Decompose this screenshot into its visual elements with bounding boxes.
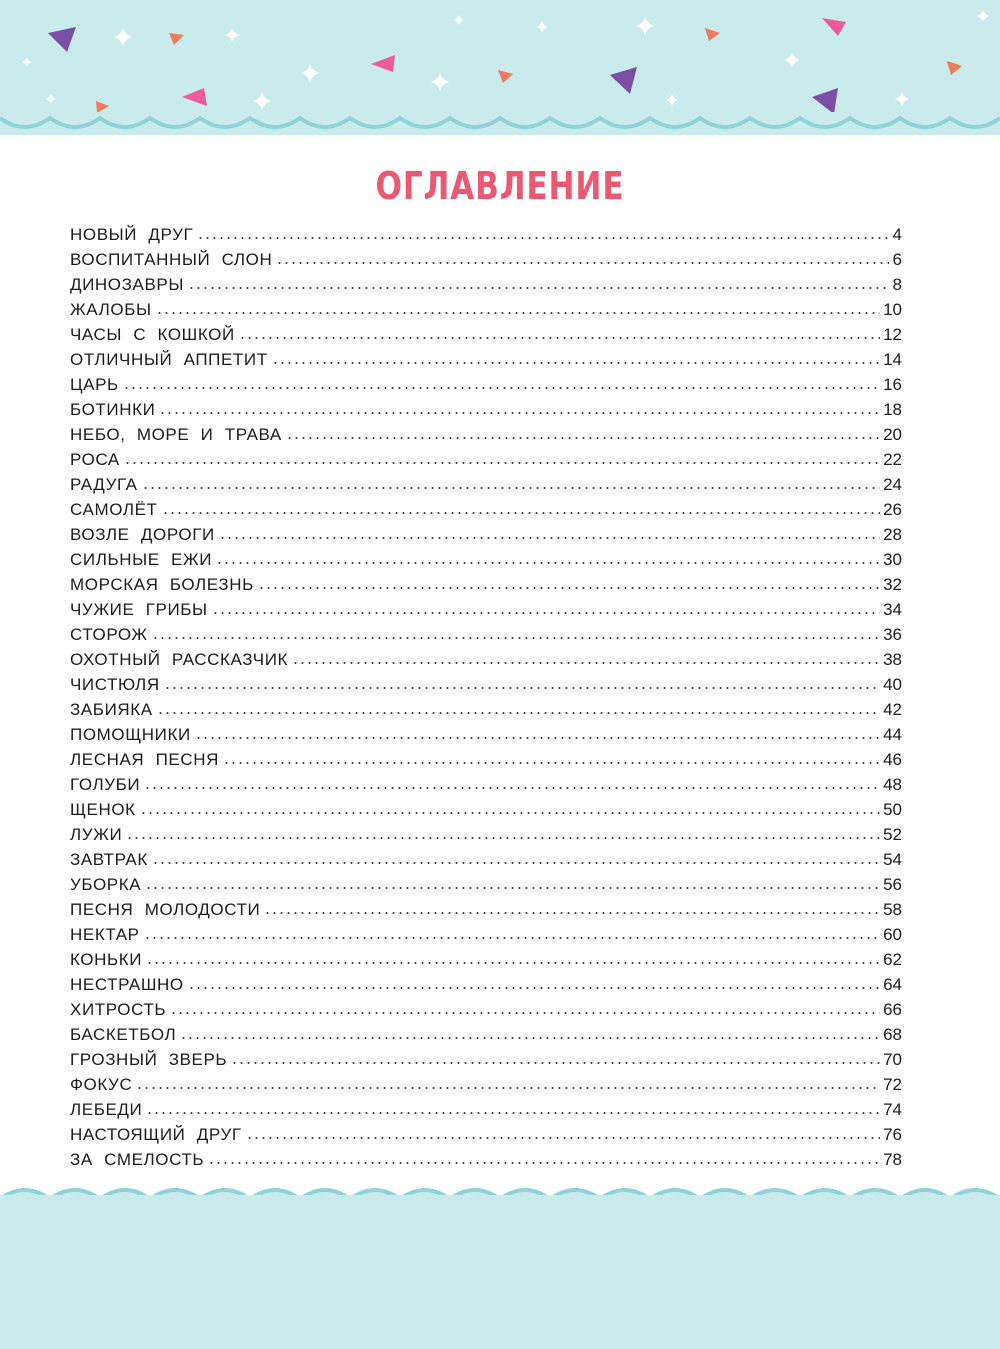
toc-entry-page: 16 [883,375,902,394]
dot-leader [231,1062,880,1064]
toc-entry-title: МОРСКАЯ БОЛЕЗНЬ [70,575,254,594]
toc-entry-title: ПОМОЩНИКИ [70,725,191,744]
toc-entry-title: ЗА СМЕЛОСТЬ [70,1150,205,1169]
dot-leader [157,712,880,714]
dot-leader [162,512,881,514]
page-title: ОГЛАВЛЕНИЕ [375,164,625,208]
toc-entry-page: 68 [883,1025,902,1044]
toc-entry-page: 52 [883,825,902,844]
toc-entry-title: ДИНОЗАВРЫ [70,275,184,294]
toc-entry-title: СТОРОЖ [70,625,148,644]
toc-entry-title: ЖАЛОБЫ [70,300,152,319]
toc-entry[interactable] [70,897,902,922]
toc-entry[interactable] [70,772,902,797]
sparkle-star [636,17,654,35]
toc-entry[interactable] [70,872,902,897]
toc-entry[interactable] [70,1047,902,1072]
toc-entry-title: ОХОТНЫЙ РАССКАЗЧИК [70,650,289,669]
toc-entry-page: 30 [883,550,902,569]
dot-leader [152,862,880,864]
toc-entry[interactable] [70,397,902,422]
toc-entry-title: САМОЛЁТ [70,500,158,519]
toc-entry-title: ЩЕНОК [70,800,136,819]
sparkle-star [22,57,32,67]
purple-triangle-icon [48,27,838,114]
sparkle-star [977,10,989,22]
dot-leader [142,487,880,489]
toc-entry-page: 72 [883,1075,902,1094]
sparkle-star [784,52,800,68]
toc-entry[interactable] [70,1097,902,1122]
sparkle-star [46,94,56,104]
dot-leader [123,387,880,389]
toc-entry-page: 4 [892,225,902,244]
toc-entry[interactable] [70,1072,902,1097]
toc-entry-page: 58 [883,900,902,919]
toc-entry-title: СИЛЬНЫЕ ЕЖИ [70,550,213,569]
toc-entry-page: 50 [883,800,902,819]
toc-entry-page: 46 [883,750,902,769]
toc-entry[interactable] [70,1122,902,1147]
dot-leader [126,837,880,839]
top-scallop-edge [0,112,1000,142]
toc-entry-page: 22 [883,450,902,469]
toc-entry[interactable] [70,922,902,947]
toc-entry-page: 42 [883,700,902,719]
dot-leader [152,637,880,639]
toc-entry-title: ЗАВТРАК [70,850,148,869]
toc-entry[interactable] [70,697,902,722]
toc-entry[interactable] [70,622,902,647]
toc-entry-title: НЕКТАР [70,925,140,944]
toc-entry-page: 48 [883,775,902,794]
toc-entry-title: БОТИНКИ [70,400,156,419]
dot-leader [272,362,880,364]
toc-entry[interactable] [70,947,902,972]
toc-entry[interactable] [70,472,902,497]
dot-leader [180,1037,880,1039]
toc-entry-page: 76 [883,1125,902,1144]
toc-entry[interactable] [70,347,902,372]
toc-entry-title: РОСА [70,450,120,469]
toc-entry[interactable] [70,822,902,847]
toc-entry-title: ВОСПИТАННЫЙ СЛОН [70,250,273,269]
dot-leader [286,437,880,439]
sparkle-star [253,92,271,110]
dot-leader [195,737,880,739]
toc-entry-title: НЕСТРАШНО [70,975,184,994]
toc-entry-title: ПЕСНЯ МОЛОДОСТИ [70,900,261,919]
toc-entry-title: ЧИСТЮЛЯ [70,675,160,694]
toc-entry-title: ЦАРЬ [70,375,119,394]
toc-entry-title: БАСКЕТБОЛ [70,1025,177,1044]
toc-entry[interactable] [70,997,902,1022]
toc-entry-title: ВОЗЛЕ ДОРОГИ [70,525,215,544]
toc-entry[interactable] [70,597,902,622]
sparkle-star [454,15,464,25]
toc-entry-title: ОТЛИЧНЫЙ АППЕТИТ [70,350,268,369]
toc-entry-page: 14 [883,350,902,369]
toc-entry[interactable] [70,1022,902,1047]
dot-leader [197,237,889,239]
toc-entry-title: НОВЫЙ ДРУГ [70,225,194,244]
dot-leader [292,662,880,664]
dot-leader [188,987,880,989]
toc-entry[interactable] [70,797,902,822]
toc-entry-page: 32 [883,575,902,594]
sparkle-star [895,92,909,106]
toc-entry[interactable] [70,372,902,397]
toc-entry-title: ГРОЗНЫЙ ЗВЕРЬ [70,1050,228,1069]
toc-entry-title: ЛУЖИ [70,825,123,844]
toc-entry[interactable] [70,672,902,697]
dot-leader [208,1162,880,1164]
sparkle-star [431,73,449,91]
toc-entry-page: 36 [883,625,902,644]
sparkle-star [225,28,239,42]
toc-entry-title: ЧАСЫ С КОШКОЙ [70,325,235,344]
toc-entry-page: 28 [883,525,902,544]
toc-entry[interactable] [70,272,902,297]
toc-entry-title: РАДУГА [70,475,138,494]
toc-entry-title: УБОРКА [70,875,142,894]
toc-entry-page: 8 [892,275,902,294]
toc-entry-title: ЛЕБЕДИ [70,1100,143,1119]
toc-entry[interactable] [70,322,902,347]
toc-entry-title: ЧУЖИЕ ГРИБЫ [70,600,208,619]
toc-entry-page: 44 [883,725,902,744]
toc-entry-page: 26 [883,500,902,519]
toc-entry-page: 12 [883,325,902,344]
toc-entry-title: НЕБО, МОРЕ И ТРАВА [70,425,282,444]
toc-entry-page: 18 [883,400,902,419]
toc-entry-title: ГОЛУБИ [70,775,141,794]
sparkle-star [301,64,319,82]
toc-entry-page: 10 [883,300,902,319]
toc-entry-page: 40 [883,675,902,694]
toc-entry-page: 66 [883,1000,902,1019]
dot-leader [146,1112,880,1114]
sparkle-star [536,21,548,33]
toc-entry[interactable] [70,747,902,772]
dot-leader [216,562,880,564]
toc-entry-page: 74 [883,1100,902,1119]
toc-entry-page: 78 [883,1150,902,1169]
dot-leader [136,1087,880,1089]
dot-leader [219,537,880,539]
dot-leader [145,887,880,889]
dot-leader [146,962,880,964]
dot-leader [124,462,880,464]
toc-entry-page: 38 [883,650,902,669]
toc-entry[interactable] [70,447,902,472]
toc-entry-page: 62 [883,950,902,969]
dot-leader [164,687,880,689]
dot-leader [246,1137,880,1139]
bottom-decor-band [0,1195,1000,1349]
dot-leader [144,937,880,939]
dot-leader [264,912,880,914]
toc-entry[interactable] [70,297,902,322]
toc-entry-page: 6 [892,250,902,269]
dot-leader [258,587,880,589]
toc-entry[interactable] [70,422,902,447]
toc-entry-page: 60 [883,925,902,944]
toc-entry-title: КОНЬКИ [70,950,143,969]
dot-leader [276,262,889,264]
dot-leader [159,412,880,414]
table-of-contents [70,222,902,1172]
toc-entry-page: 64 [883,975,902,994]
toc-entry-page: 24 [883,475,902,494]
toc-entry[interactable] [70,497,902,522]
dot-leader [239,337,880,339]
toc-entry-title: НАСТОЯЩИЙ ДРУГ [70,1125,242,1144]
toc-entry-page: 70 [883,1050,902,1069]
toc-entry[interactable] [70,572,902,597]
dot-leader [156,312,880,314]
pink-triangle-icon [182,18,846,106]
toc-entry-page: 54 [883,850,902,869]
sparkle-star [114,28,132,46]
toc-entry[interactable] [70,972,902,997]
toc-entry[interactable] [70,547,902,572]
sparkle-star [666,94,678,106]
toc-entry[interactable] [70,847,902,872]
toc-entry-page: 34 [883,600,902,619]
toc-entry-title: ХИТРОСТЬ [70,1000,167,1019]
toc-entry-title: ЗАБИЯКА [70,700,153,719]
dot-leader [188,287,889,289]
dot-leader [140,812,880,814]
dot-leader [212,612,880,614]
dot-leader [144,787,880,789]
toc-entry[interactable] [70,647,902,672]
toc-entry[interactable] [70,247,902,272]
toc-entry[interactable] [70,1147,902,1172]
toc-entry[interactable] [70,222,902,247]
dot-leader [223,762,880,764]
toc-entry[interactable] [70,522,902,547]
toc-entry-page: 20 [883,425,902,444]
toc-entry-title: ЛЕСНАЯ ПЕСНЯ [70,750,219,769]
toc-entry-page: 56 [883,875,902,894]
dot-leader [170,1012,880,1014]
toc-entry-title: ФОКУС [70,1075,133,1094]
toc-entry[interactable] [70,722,902,747]
